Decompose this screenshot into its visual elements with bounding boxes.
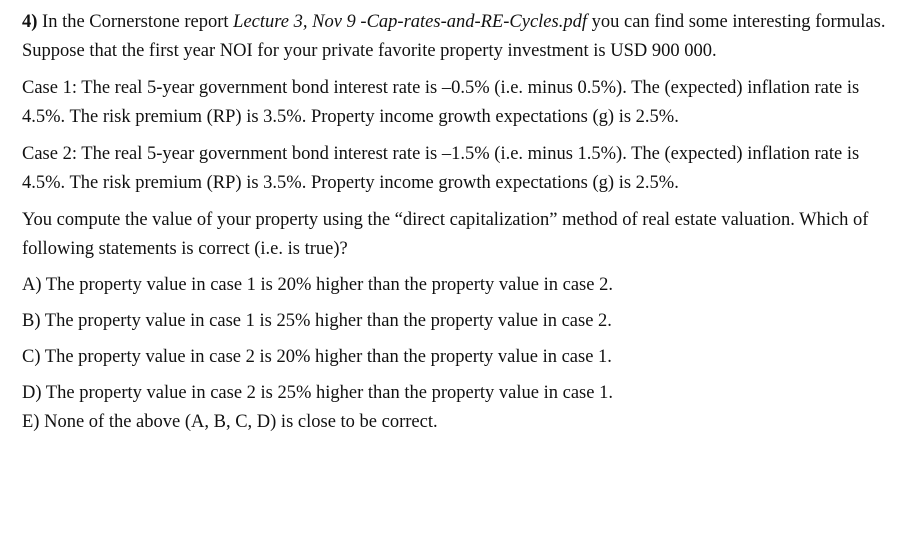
- intro-text-end: you can find some interesting formulas. Suppose that the first year NOI for your private favorite property investment is USD 900 000.: [22, 12, 886, 61]
- question-prompt: You compute the value of your property using the “direct capitalization” method of real estate valuation. Which of following statements is correct (i.e. is true)?: [22, 210, 869, 259]
- case-1-text: Case 1: The real 5-year government bond interest rate is –0.5% (i.e. minus 0.5%). The (expected) inflation rate is 4.5%. The risk premium (RP) is 3.5%. Property income growth expectations (g) is 2.5%.: [22, 78, 860, 127]
- option-c: C) The property value in case 2 is 20% higher than the property value in case 1.: [22, 347, 612, 367]
- case-2-text: Case 2: The real 5-year government bond interest rate is –1.5% (i.e. minus 1.5%). The (expected) inflation rate is 4.5%. The risk premium (RP) is 3.5%. Property income growth expectations (g) is 2.5%.: [22, 144, 860, 193]
- document-body: [22, 8, 888, 437]
- intro-text-start: In the Cornerstone report: [42, 12, 234, 32]
- option-a: A) The property value in case 1 is 20% higher than the property value in case 2.: [22, 275, 613, 295]
- question-intro: [22, 8, 888, 66]
- question-number: 4): [22, 12, 38, 32]
- report-name: Lecture 3, Nov 9 -Cap-rates-and-RE-Cycles.pdf: [233, 12, 587, 32]
- option-d: D) The property value in case 2 is 25% higher than the property value in case 1.: [22, 383, 613, 403]
- option-e: E) None of the above (A, B, C, D) is close to be correct.: [22, 412, 438, 432]
- option-b: B) The property value in case 1 is 25% higher than the property value in case 2.: [22, 311, 612, 331]
